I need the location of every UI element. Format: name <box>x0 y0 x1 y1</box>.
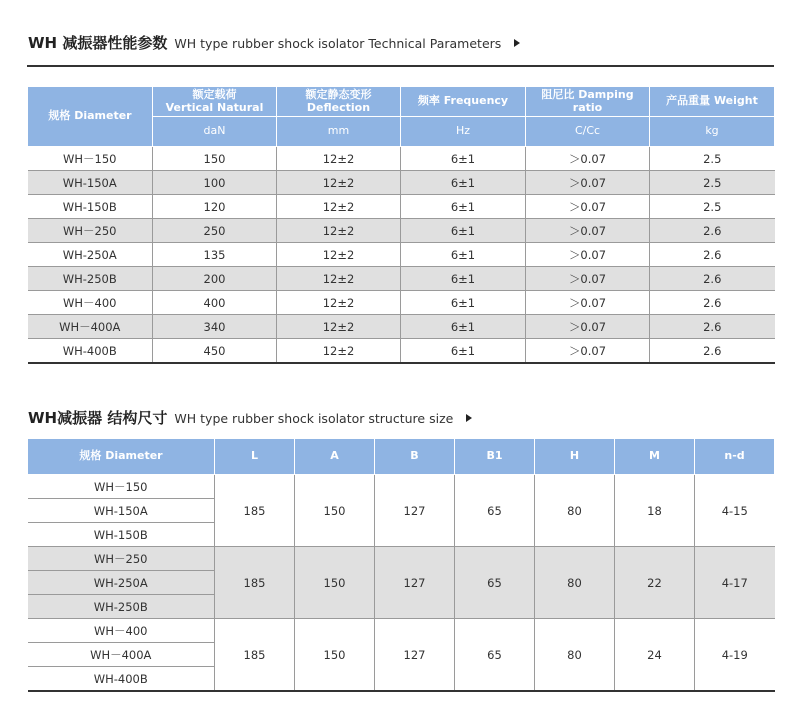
table-row: WH-250B <box>28 595 775 619</box>
header-m: M <box>615 439 695 475</box>
unit-frequency: Hz <box>401 117 526 147</box>
table-row: WH－150 150 12±2 6±1 ＞0.07 2.5 <box>28 147 775 171</box>
section-title-structure <box>28 407 472 428</box>
table-row: WH-400B <box>28 667 775 692</box>
table-row: WH－400A 340 12±2 6±1 ＞0.07 2.6 <box>28 315 775 339</box>
performance-table <box>27 86 775 364</box>
title-cn: WH减振器 结构尺寸 <box>28 409 168 427</box>
table-row: WH－400 185 150 127 65 80 24 4-19 <box>28 619 775 643</box>
table-row: WH－400 400 12±2 6±1 ＞0.07 2.6 <box>28 291 775 315</box>
arrow-right-icon <box>514 39 520 47</box>
table-row: WH-150A 100 12±2 6±1 ＞0.07 2.5 <box>28 171 775 195</box>
unit-deflection: mm <box>277 117 401 147</box>
header-weight: 产品重量 Weight <box>650 87 775 117</box>
title-en: WH type rubber shock isolator Technical Parameters <box>174 36 502 51</box>
structure-table <box>27 438 775 692</box>
title-rule <box>27 65 774 67</box>
unit-weight: kg <box>650 117 775 147</box>
header-diameter: 规格 Diameter <box>28 87 153 147</box>
table-row: WH－250 185 150 127 65 80 22 4-17 <box>28 547 775 571</box>
header-damping: 阻尼比 Damping ratio <box>526 87 650 117</box>
header-deflection: 额定静态变形 Deflection <box>277 87 401 117</box>
table-row: WH-250B 200 12±2 6±1 ＞0.07 2.6 <box>28 267 775 291</box>
unit-load: daN <box>153 117 277 147</box>
header-diameter: 规格 Diameter <box>28 439 215 475</box>
title-cn: WH 减振器性能参数 <box>28 34 168 52</box>
table-row: WH-150A <box>28 499 775 523</box>
table-row: WH－250 250 12±2 6±1 ＞0.07 2.6 <box>28 219 775 243</box>
table-row: WH-250A <box>28 571 775 595</box>
table-row: WH-400B 450 12±2 6±1 ＞0.07 2.6 <box>28 339 775 364</box>
unit-damping: C/Cc <box>526 117 650 147</box>
header-load: 额定载荷 Vertical Natural <box>153 87 277 117</box>
title-en: WH type rubber shock isolator structure size <box>174 411 454 426</box>
table-row: WH-250A 135 12±2 6±1 ＞0.07 2.6 <box>28 243 775 267</box>
section-title-performance <box>28 32 520 53</box>
table-row: WH－400A <box>28 643 775 667</box>
header-h: H <box>535 439 615 475</box>
arrow-right-icon <box>466 414 472 422</box>
header-l: L <box>215 439 295 475</box>
header-n-d: n-d <box>695 439 775 475</box>
table-row: WH-150B 120 12±2 6±1 ＞0.07 2.5 <box>28 195 775 219</box>
header-b1: B1 <box>455 439 535 475</box>
table-row: WH－150 185 150 127 65 80 18 4-15 <box>28 475 775 499</box>
table-row: WH-150B <box>28 523 775 547</box>
header-frequency: 频率 Frequency <box>401 87 526 117</box>
header-b: B <box>375 439 455 475</box>
header-a: A <box>295 439 375 475</box>
